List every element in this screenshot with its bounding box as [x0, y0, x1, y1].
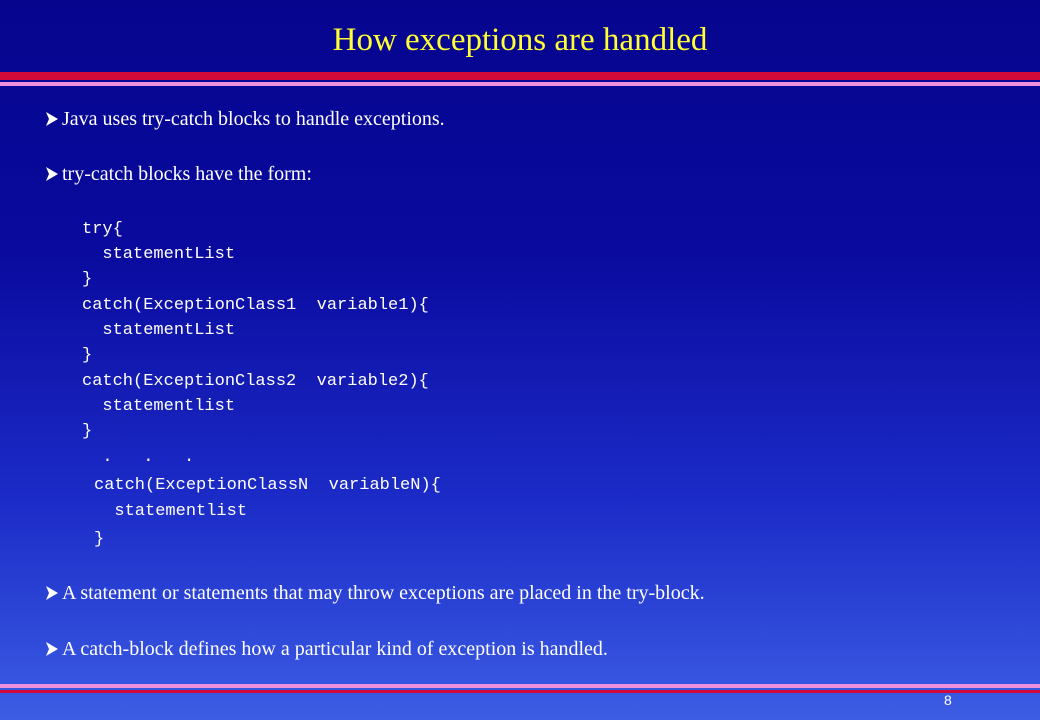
- bullet-item: [46, 582, 705, 605]
- bullet-item: [46, 163, 312, 186]
- code-line: . . .: [82, 448, 195, 467]
- code-line: }: [94, 530, 105, 549]
- slide-title: How exceptions are handled: [332, 22, 708, 58]
- code-line: }: [82, 422, 93, 441]
- arrowhead-right-icon: [46, 163, 60, 186]
- arrowhead-right-icon: [46, 638, 60, 661]
- arrowhead-right-icon: [46, 108, 60, 131]
- code-line: }: [82, 346, 93, 365]
- title-divider: [0, 72, 1040, 86]
- code-line: catch(ExceptionClass2 variable2){: [82, 372, 429, 391]
- bullet-text: A catch-block defines how a particular kind of exception is handled.: [62, 638, 608, 660]
- code-line: try{: [82, 220, 123, 239]
- footer-divider: [0, 684, 1040, 693]
- code-line: catch(ExceptionClass1 variable1){: [82, 296, 429, 315]
- bullet-text: Java uses try-catch blocks to handle exceptions.: [62, 108, 445, 130]
- code-line: statementList: [82, 245, 236, 264]
- code-line: statementlist: [94, 502, 248, 521]
- code-line: statementList: [82, 321, 236, 340]
- arrowhead-right-icon: [46, 582, 60, 605]
- bullet-text: try-catch blocks have the form:: [62, 163, 312, 185]
- bullet-text: A statement or statements that may throw exceptions are placed in the try-block.: [62, 582, 705, 604]
- code-line: statementlist: [82, 397, 236, 416]
- page-number: 8: [944, 692, 952, 708]
- bullet-item: [46, 108, 445, 131]
- code-line: }: [82, 270, 93, 289]
- code-line: catch(ExceptionClassN variableN){: [94, 476, 441, 495]
- bullet-item: [46, 638, 608, 661]
